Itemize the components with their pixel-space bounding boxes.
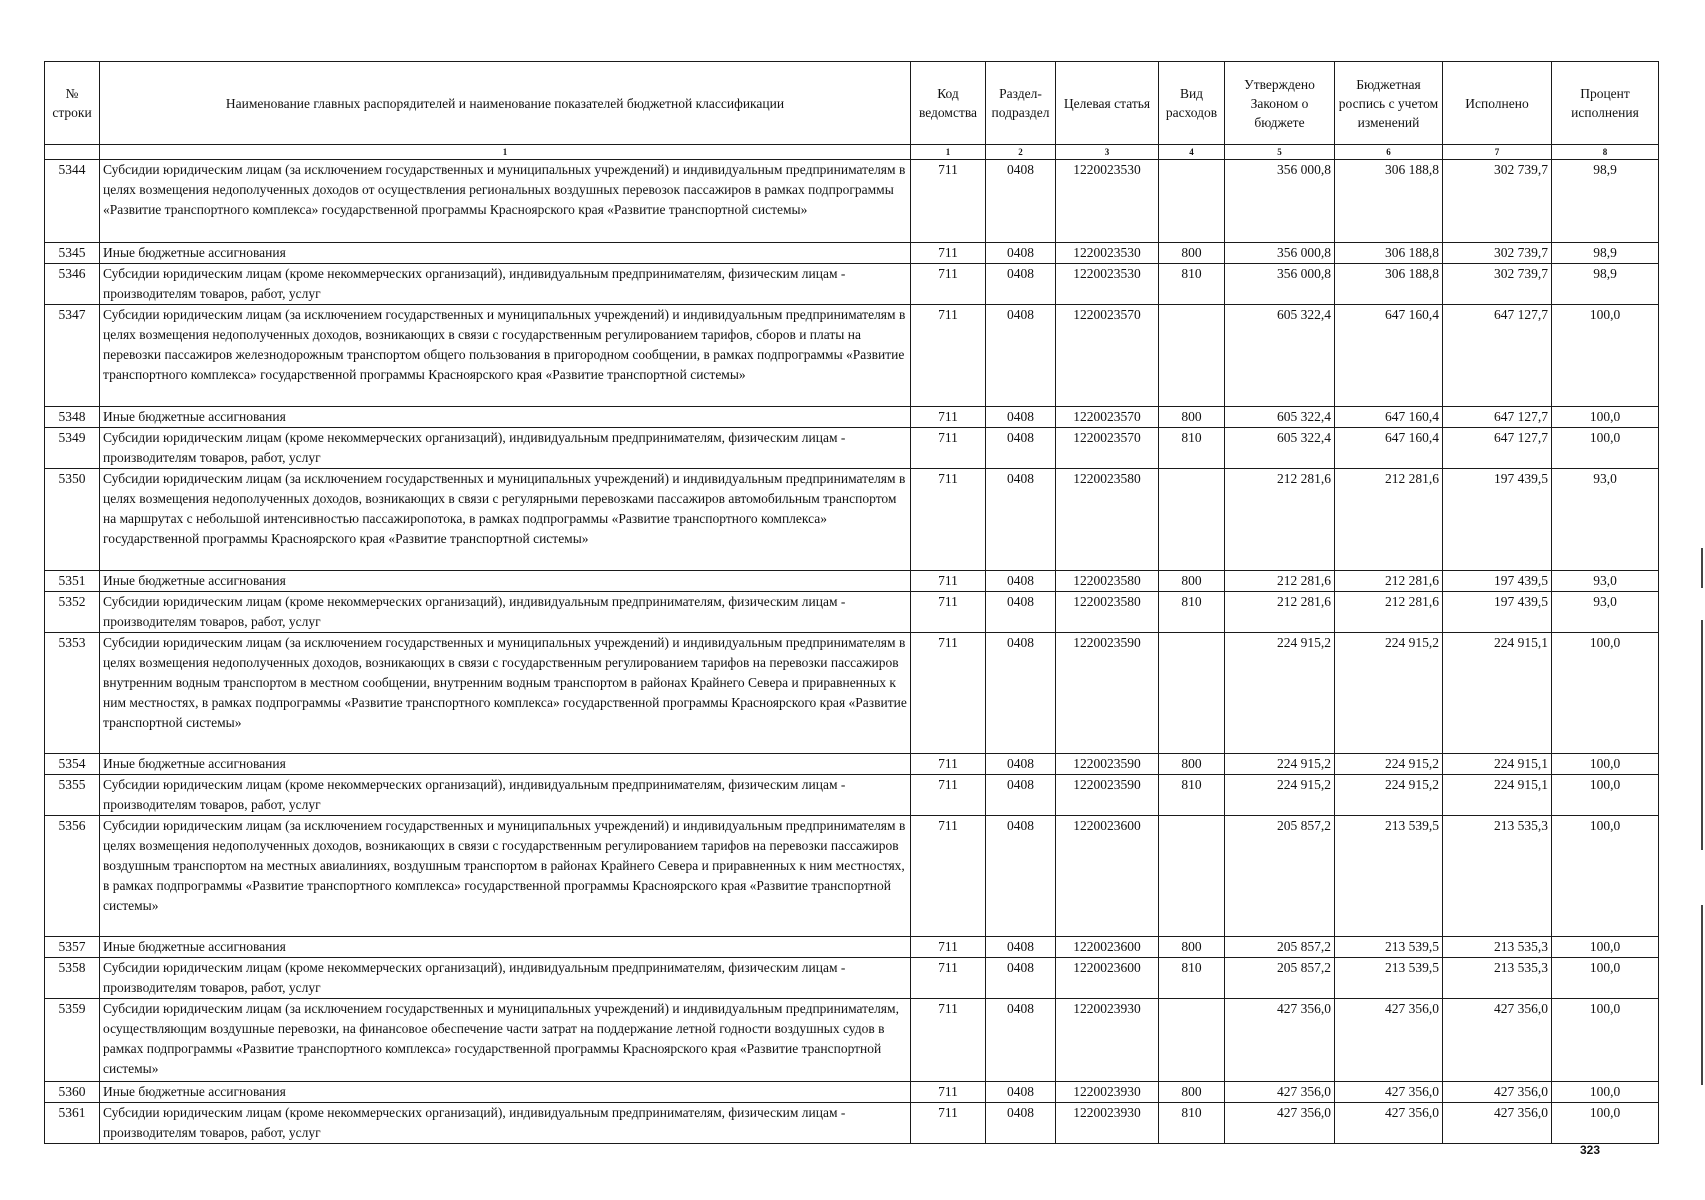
row-dept-code: 711	[911, 775, 986, 816]
row-section: 0408	[986, 937, 1056, 958]
row-target: 1220023580	[1056, 469, 1159, 571]
row-executed: 302 739,7	[1443, 243, 1552, 264]
scan-edge-mark	[1701, 905, 1703, 1085]
row-executed: 647 127,7	[1443, 428, 1552, 469]
row-target: 1220023570	[1056, 305, 1159, 407]
column-index: 1	[911, 145, 986, 160]
row-section: 0408	[986, 264, 1056, 305]
row-number: 5351	[45, 571, 100, 592]
row-executed: 224 915,1	[1443, 754, 1552, 775]
row-target: 1220023530	[1056, 264, 1159, 305]
row-budget-list: 213 539,5	[1335, 816, 1443, 937]
row-section: 0408	[986, 633, 1056, 754]
row-executed: 302 739,7	[1443, 264, 1552, 305]
row-approved: 205 857,2	[1225, 816, 1335, 937]
row-section: 0408	[986, 775, 1056, 816]
header-approved: Утверждено Законом о бюджете	[1225, 62, 1335, 145]
row-number: 5358	[45, 958, 100, 999]
row-expense-type: 800	[1159, 1082, 1225, 1103]
row-number: 5357	[45, 937, 100, 958]
table-row	[45, 428, 1659, 469]
row-approved: 212 281,6	[1225, 592, 1335, 633]
row-executed: 427 356,0	[1443, 1103, 1552, 1144]
row-expense-type	[1159, 469, 1225, 571]
row-number: 5347	[45, 305, 100, 407]
row-expense-type: 800	[1159, 407, 1225, 428]
row-dept-code: 711	[911, 958, 986, 999]
row-expense-type	[1159, 160, 1225, 243]
row-budget-list: 647 160,4	[1335, 428, 1443, 469]
row-budget-list: 213 539,5	[1335, 958, 1443, 999]
row-executed: 213 535,3	[1443, 816, 1552, 937]
header-section: Раздел-подраздел	[986, 62, 1056, 145]
row-percent: 100,0	[1552, 754, 1659, 775]
row-executed: 427 356,0	[1443, 1082, 1552, 1103]
row-target: 1220023930	[1056, 1082, 1159, 1103]
row-percent: 100,0	[1552, 305, 1659, 407]
row-section: 0408	[986, 1082, 1056, 1103]
row-dept-code: 711	[911, 754, 986, 775]
row-approved: 605 322,4	[1225, 305, 1335, 407]
column-index: 5	[1225, 145, 1335, 160]
row-dept-code: 711	[911, 305, 986, 407]
row-name: Субсидии юридическим лицам (за исключением государственных и муниципальных учреждений) и индивидуальным предпринимателям в целях возмещения недополученных доходов, возникающих в связи с государственным регулированием тарифов, сборов и платы на перевозки пассажиров железнодорожным транспортом общего пользования в пригородном сообщении, в рамках подпрограммы «Развитие транспортного комплекса» государственной программы Красноярского края «Развитие транспортной системы»	[100, 305, 911, 407]
row-budget-list: 212 281,6	[1335, 571, 1443, 592]
row-target: 1220023590	[1056, 633, 1159, 754]
row-target: 1220023580	[1056, 592, 1159, 633]
row-percent: 100,0	[1552, 1082, 1659, 1103]
header-expense-type: Вид расходов	[1159, 62, 1225, 145]
column-index: 3	[1056, 145, 1159, 160]
row-target: 1220023580	[1056, 571, 1159, 592]
table-row	[45, 469, 1659, 571]
row-budget-list: 427 356,0	[1335, 1082, 1443, 1103]
row-percent: 98,9	[1552, 264, 1659, 305]
row-dept-code: 711	[911, 999, 986, 1082]
row-expense-type	[1159, 305, 1225, 407]
row-percent: 100,0	[1552, 633, 1659, 754]
row-executed: 213 535,3	[1443, 958, 1552, 999]
row-section: 0408	[986, 958, 1056, 999]
row-percent: 100,0	[1552, 1103, 1659, 1144]
row-executed: 197 439,5	[1443, 592, 1552, 633]
row-expense-type: 810	[1159, 428, 1225, 469]
row-dept-code: 711	[911, 469, 986, 571]
table-row	[45, 633, 1659, 754]
row-percent: 100,0	[1552, 999, 1659, 1082]
row-budget-list: 427 356,0	[1335, 999, 1443, 1082]
table-row	[45, 937, 1659, 958]
row-name: Субсидии юридическим лицам (за исключением государственных и муниципальных учреждений) и индивидуальным предпринимателям, осуществляющим воздушные перевозки, на финансовое обеспечение части затрат на поддержание летной годности воздушных судов в рамках подпрограммы «Развитие транспортного комплекса» государственной программы Красноярского края «Развитие транспортной системы»	[100, 999, 911, 1082]
header-percent: Процент исполнения	[1552, 62, 1659, 145]
row-budget-list: 212 281,6	[1335, 469, 1443, 571]
row-budget-list: 213 539,5	[1335, 937, 1443, 958]
row-dept-code: 711	[911, 428, 986, 469]
row-section: 0408	[986, 160, 1056, 243]
row-section: 0408	[986, 243, 1056, 264]
column-index: 4	[1159, 145, 1225, 160]
row-budget-list: 224 915,2	[1335, 754, 1443, 775]
row-number: 5346	[45, 264, 100, 305]
row-percent: 98,9	[1552, 160, 1659, 243]
row-approved: 224 915,2	[1225, 633, 1335, 754]
column-index: 8	[1552, 145, 1659, 160]
row-approved: 356 000,8	[1225, 264, 1335, 305]
table-row	[45, 754, 1659, 775]
row-percent: 100,0	[1552, 816, 1659, 937]
row-name: Субсидии юридическим лицам (кроме некоммерческих организаций), индивидуальным предпринимателям, физическим лицам - производителям товаров, работ, услуг	[100, 264, 911, 305]
row-expense-type: 800	[1159, 571, 1225, 592]
table-row	[45, 571, 1659, 592]
row-dept-code: 711	[911, 264, 986, 305]
row-approved: 427 356,0	[1225, 1082, 1335, 1103]
table-row	[45, 816, 1659, 937]
row-executed: 647 127,7	[1443, 305, 1552, 407]
row-section: 0408	[986, 1103, 1056, 1144]
row-executed: 647 127,7	[1443, 407, 1552, 428]
row-number: 5356	[45, 816, 100, 937]
table-row	[45, 160, 1659, 243]
row-dept-code: 711	[911, 633, 986, 754]
row-expense-type	[1159, 633, 1225, 754]
row-target: 1220023600	[1056, 816, 1159, 937]
row-expense-type: 810	[1159, 775, 1225, 816]
row-approved: 427 356,0	[1225, 999, 1335, 1082]
row-percent: 100,0	[1552, 407, 1659, 428]
row-approved: 205 857,2	[1225, 958, 1335, 999]
header-dept-code: Код ведомства	[911, 62, 986, 145]
row-percent: 93,0	[1552, 592, 1659, 633]
row-budget-list: 647 160,4	[1335, 305, 1443, 407]
row-name: Иные бюджетные ассигнования	[100, 243, 911, 264]
row-name: Субсидии юридическим лицам (за исключением государственных и муниципальных учреждений) и индивидуальным предпринимателям в целях возмещения недополученных доходов от осуществления региональных воздушных перевозок пассажиров в рамках подпрограммы «Развитие транспортного комплекса» государственной программы Красноярского края «Развитие транспортной системы»	[100, 160, 911, 243]
row-approved: 212 281,6	[1225, 469, 1335, 571]
row-approved: 205 857,2	[1225, 937, 1335, 958]
row-budget-list: 224 915,2	[1335, 633, 1443, 754]
row-target: 1220023530	[1056, 160, 1159, 243]
table-body	[45, 160, 1659, 1144]
row-executed: 224 915,1	[1443, 633, 1552, 754]
row-executed: 197 439,5	[1443, 571, 1552, 592]
column-index: 7	[1443, 145, 1552, 160]
column-index: 1	[100, 145, 911, 160]
row-section: 0408	[986, 571, 1056, 592]
header-budget-list: Бюджетная роспись с учетом изменений	[1335, 62, 1443, 145]
row-budget-list: 306 188,8	[1335, 243, 1443, 264]
row-target: 1220023570	[1056, 428, 1159, 469]
row-dept-code: 711	[911, 1103, 986, 1144]
row-name: Иные бюджетные ассигнования	[100, 1082, 911, 1103]
page-number: 323	[1580, 1143, 1601, 1157]
row-dept-code: 711	[911, 1082, 986, 1103]
row-number: 5348	[45, 407, 100, 428]
row-name: Субсидии юридическим лицам (за исключением государственных и муниципальных учреждений) и индивидуальным предпринимателям в целях возмещения недополученных доходов, возникающих в связи с государственным регулированием тарифов на перевозки пассажиров воздушным транспортом на местных авиалиниях, воздушным транспортом в районах Крайнего Севера и приравненных к ним местностях, в рамках подпрограммы «Развитие транспортного комплекса» государственной программы Красноярского края «Развитие транспортной системы»	[100, 816, 911, 937]
row-name: Субсидии юридическим лицам (кроме некоммерческих организаций), индивидуальным предпринимателям, физическим лицам - производителям товаров, работ, услуг	[100, 958, 911, 999]
row-section: 0408	[986, 754, 1056, 775]
header-row-no: № строки	[45, 62, 100, 145]
row-expense-type: 810	[1159, 1103, 1225, 1144]
row-percent: 100,0	[1552, 428, 1659, 469]
row-name: Субсидии юридическим лицам (кроме некоммерческих организаций), индивидуальным предпринимателям, физическим лицам - производителям товаров, работ, услуг	[100, 592, 911, 633]
row-budget-list: 212 281,6	[1335, 592, 1443, 633]
row-number: 5355	[45, 775, 100, 816]
column-index: 2	[986, 145, 1056, 160]
row-dept-code: 711	[911, 243, 986, 264]
table-header	[45, 62, 1659, 160]
row-expense-type: 810	[1159, 264, 1225, 305]
row-number: 5354	[45, 754, 100, 775]
row-approved: 427 356,0	[1225, 1103, 1335, 1144]
row-section: 0408	[986, 816, 1056, 937]
row-dept-code: 711	[911, 407, 986, 428]
row-target: 1220023570	[1056, 407, 1159, 428]
row-number: 5352	[45, 592, 100, 633]
table-row	[45, 592, 1659, 633]
row-executed: 302 739,7	[1443, 160, 1552, 243]
table-row	[45, 958, 1659, 999]
row-expense-type: 800	[1159, 937, 1225, 958]
table-row	[45, 243, 1659, 264]
row-target: 1220023930	[1056, 1103, 1159, 1144]
row-budget-list: 306 188,8	[1335, 264, 1443, 305]
row-approved: 605 322,4	[1225, 407, 1335, 428]
row-percent: 93,0	[1552, 469, 1659, 571]
row-name: Субсидии юридическим лицам (за исключением государственных и муниципальных учреждений) и индивидуальным предпринимателям в целях возмещения недополученных доходов, возникающих в связи с регулярными перевозками пассажиров автомобильным транспортом на маршрутах с небольшой интенсивностью пассажиропотока, в рамках подпрограммы «Развитие транспортного комплекса» государственной программы Красноярского края «Развитие транспортной системы»	[100, 469, 911, 571]
row-expense-type: 810	[1159, 592, 1225, 633]
row-expense-type: 800	[1159, 243, 1225, 264]
row-target: 1220023600	[1056, 937, 1159, 958]
row-approved: 605 322,4	[1225, 428, 1335, 469]
column-index-row	[45, 145, 1659, 160]
row-percent: 93,0	[1552, 571, 1659, 592]
header-target: Целевая статья	[1056, 62, 1159, 145]
row-expense-type: 800	[1159, 754, 1225, 775]
header-name: Наименование главных распорядителей и наименование показателей бюджетной классификации	[100, 62, 911, 145]
row-section: 0408	[986, 407, 1056, 428]
row-section: 0408	[986, 469, 1056, 571]
row-section: 0408	[986, 305, 1056, 407]
row-executed: 427 356,0	[1443, 999, 1552, 1082]
table-row	[45, 305, 1659, 407]
row-number: 5360	[45, 1082, 100, 1103]
table-row	[45, 999, 1659, 1082]
table-row	[45, 1082, 1659, 1103]
row-expense-type: 810	[1159, 958, 1225, 999]
row-name: Иные бюджетные ассигнования	[100, 937, 911, 958]
row-section: 0408	[986, 592, 1056, 633]
row-budget-list: 427 356,0	[1335, 1103, 1443, 1144]
budget-execution-table	[44, 61, 1659, 1144]
scan-edge-mark	[1701, 620, 1703, 850]
table-row	[45, 1103, 1659, 1144]
row-section: 0408	[986, 999, 1056, 1082]
row-dept-code: 711	[911, 592, 986, 633]
row-target: 1220023590	[1056, 775, 1159, 816]
row-name: Субсидии юридическим лицам (за исключением государственных и муниципальных учреждений) и индивидуальным предпринимателям в целях возмещения недополученных доходов, возникающих в связи с государственным регулированием тарифов на перевозки пассажиров внутренним водным транспортом в местном сообщении, внутренним водным транспортом в районах Крайнего Севера и приравненных к ним местностях, в рамках подпрограммы «Развитие транспортного комплекса» государственной программы Красноярского края «Развитие транспортной системы»	[100, 633, 911, 754]
row-name: Субсидии юридическим лицам (кроме некоммерческих организаций), индивидуальным предпринимателям, физическим лицам - производителям товаров, работ, услуг	[100, 428, 911, 469]
row-name: Иные бюджетные ассигнования	[100, 571, 911, 592]
row-executed: 197 439,5	[1443, 469, 1552, 571]
row-name: Иные бюджетные ассигнования	[100, 407, 911, 428]
row-percent: 100,0	[1552, 937, 1659, 958]
header-executed: Исполнено	[1443, 62, 1552, 145]
table-row	[45, 264, 1659, 305]
row-dept-code: 711	[911, 816, 986, 937]
row-percent: 100,0	[1552, 958, 1659, 999]
row-budget-list: 306 188,8	[1335, 160, 1443, 243]
row-target: 1220023930	[1056, 999, 1159, 1082]
row-number: 5361	[45, 1103, 100, 1144]
row-approved: 212 281,6	[1225, 571, 1335, 592]
row-approved: 224 915,2	[1225, 754, 1335, 775]
column-index: 6	[1335, 145, 1443, 160]
scan-edge-mark	[1701, 548, 1703, 588]
header-row	[45, 62, 1659, 145]
row-number: 5350	[45, 469, 100, 571]
row-approved: 356 000,8	[1225, 160, 1335, 243]
row-budget-list: 647 160,4	[1335, 407, 1443, 428]
row-target: 1220023530	[1056, 243, 1159, 264]
column-index	[45, 145, 100, 160]
row-number: 5345	[45, 243, 100, 264]
row-approved: 356 000,8	[1225, 243, 1335, 264]
row-name: Иные бюджетные ассигнования	[100, 754, 911, 775]
row-expense-type	[1159, 816, 1225, 937]
row-executed: 213 535,3	[1443, 937, 1552, 958]
row-approved: 224 915,2	[1225, 775, 1335, 816]
row-budget-list: 224 915,2	[1335, 775, 1443, 816]
row-dept-code: 711	[911, 571, 986, 592]
row-section: 0408	[986, 428, 1056, 469]
row-target: 1220023600	[1056, 958, 1159, 999]
table-row	[45, 775, 1659, 816]
row-number: 5353	[45, 633, 100, 754]
row-dept-code: 711	[911, 937, 986, 958]
row-name: Субсидии юридическим лицам (кроме некоммерческих организаций), индивидуальным предпринимателям, физическим лицам - производителям товаров, работ, услуг	[100, 1103, 911, 1144]
row-name: Субсидии юридическим лицам (кроме некоммерческих организаций), индивидуальным предпринимателям, физическим лицам - производителям товаров, работ, услуг	[100, 775, 911, 816]
table-row	[45, 407, 1659, 428]
row-number: 5359	[45, 999, 100, 1082]
row-dept-code: 711	[911, 160, 986, 243]
row-number: 5344	[45, 160, 100, 243]
row-executed: 224 915,1	[1443, 775, 1552, 816]
row-target: 1220023590	[1056, 754, 1159, 775]
row-expense-type	[1159, 999, 1225, 1082]
row-percent: 100,0	[1552, 775, 1659, 816]
row-number: 5349	[45, 428, 100, 469]
row-percent: 98,9	[1552, 243, 1659, 264]
